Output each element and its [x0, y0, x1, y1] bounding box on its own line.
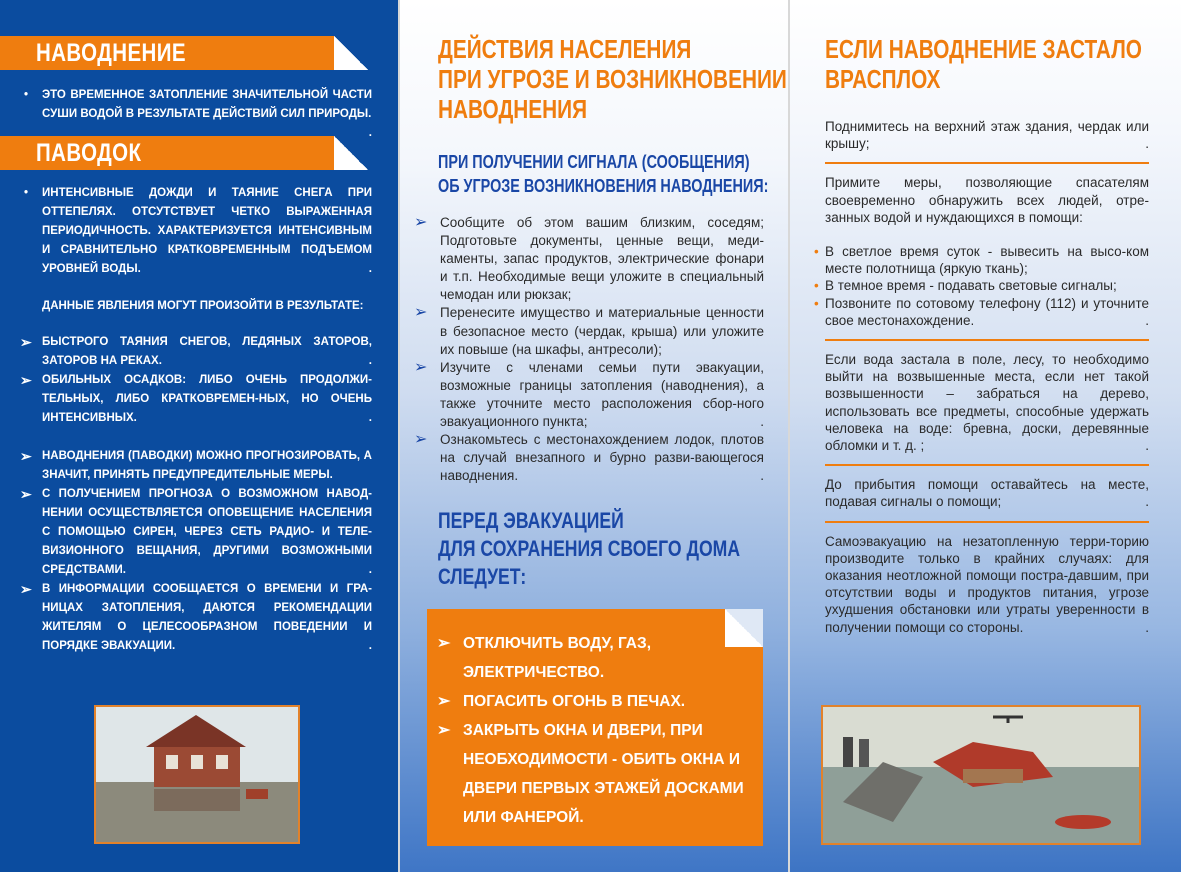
arrow-icon: ➢ — [437, 722, 451, 740]
causes-intro: ДАННЫЕ ЯВЛЕНИЯ МОГУТ ПРОИЗОЙТИ В РЕЗУЛЬТАТЕ: — [42, 300, 364, 312]
flooded-house-photo — [94, 705, 300, 844]
divider — [825, 521, 1149, 523]
divider — [825, 339, 1149, 341]
arrow-icon: ➢ — [20, 448, 32, 464]
signal-item: • Позвоните по сотовому телефону (112) и уточните свое местонахождение. . — [814, 295, 1149, 328]
heading-freshet: ПАВОДОК — [36, 139, 142, 167]
cause-item: ➢ ОБИЛЬНЫХ ОСАДКОВ: ЛИБО ОЧЕНЬ ПРОДОЛЖИ-ТЕЛЬНЫХ, ЛИБО КРАТКОВРЕМЕН-НЫХ, НО ОЧЕНЬ ИНТЕНСИВНЫХ. . — [20, 372, 372, 424]
advice-paragraph: Примите меры, позволяющие спасателям своевременно обнаружить всех людей, отре-занных водой и нуждающихся в помощи: — [825, 175, 1149, 225]
fact-item: ➢ С ПОЛУЧЕНИЕМ ПРОГНОЗА О ВОЗМОЖНОМ НАВОД-НЕНИИ ОСУЩЕСТВЛЯЕТСЯ ОПОВЕЩЕНИЕ НАСЕЛЕНИЯ С ПОМОЩЬЮ СИРЕН, ЧЕРЕЗ СЕТЬ РАДИО- И ТЕЛЕ-ВИЗИОННОГО ВЕЩАНИЯ, ДРУГИМИ ВОЗМОЖНЫМИ СРЕДСТВАМИ. . — [20, 486, 372, 576]
signal-item: • В светлое время суток - вывесить на высо-ком месте полотнища (яркую ткань); — [814, 244, 1149, 277]
folded-corner — [725, 609, 763, 647]
evacuation-box — [427, 609, 763, 846]
arrow-icon: ➢ — [414, 431, 428, 449]
left-panel — [0, 0, 398, 872]
advice-paragraph: Самоэвакуацию на незатопленную терри-торию производите только в крайних случаях: для оказания неотложной помощи постра-давшим, при отсутствии воды и продуктов питания, угрозе ухудшения обстановки или утраты уверенности в получении помощи со стороны. . — [825, 533, 1149, 635]
divider — [825, 162, 1149, 164]
flood-definition: • ЭТО ВРЕМЕННОЕ ЗАТОПЛЕНИЕ ЗНАЧИТЕЛЬНОЙ ЧАСТИ СУШИ ВОДОЙ В РЕЗУЛЬТАТЕ ДЕЙСТВИЙ СИЛ ПРИРОДЫ. . — [24, 89, 372, 139]
arrow-icon: ➢ — [20, 372, 32, 388]
cause-item: ➢ БЫСТРОГО ТАЯНИЯ СНЕГОВ, ЛЕДЯНЫХ ЗАТОРОВ, ЗАТОРОВ НА РЕКАХ. . — [20, 334, 372, 367]
action-item: ➢ Перенесите имущество и материальные ценности в безопасное место (чердак, крыша) или уложите их повыше (на шкафы, антресоли); — [414, 304, 764, 357]
middle-panel — [400, 0, 788, 872]
heading-flood: НАВОДНЕНИЕ — [36, 39, 186, 67]
arrow-icon: ➢ — [20, 334, 32, 350]
advice-paragraph: До прибытия помощи оставайтесь на месте, подавая сигналы о помощи; . — [825, 477, 1149, 510]
flood-rescue-illustration — [821, 705, 1141, 845]
banner-flood — [0, 36, 368, 70]
signal-subtitle: ПРИ ПОЛУЧЕНИИ СИГНАЛА (СООБЩЕНИЯ) ОБ УГРОЗЕ ВОЗНИКНОВЕНИЯ НАВОДНЕНИЯ: — [438, 152, 769, 196]
divider — [825, 464, 1149, 466]
advice-paragraph: Если вода застала в поле, лесу, то необходимо выйти на возвышенные места, если нет такой возвышенности – забраться на дерево, использовать все предметы, способные удержать человека на воде: бревна, доски, деревянные обломки и т. д. ; . — [825, 352, 1149, 454]
arrow-icon: ➢ — [20, 581, 32, 597]
arrow-icon: ➢ — [414, 304, 428, 322]
freshet-definition: • ИНТЕНСИВНЫЕ ДОЖДИ И ТАЯНИЕ СНЕГА ПРИ ОТТЕПЕЛЯХ. ОТСУТСТВУЕТ ЧЕТКО ВЫРАЖЕННАЯ ПЕРИОДИЧНОСТЬ. ХАРАКТЕРИЗУЕТСЯ ИНТЕНСИВНЫМ И СРАВНИТЕЛЬНО КРАТКОВРЕМЕННЫМ ПОДЪЕМОМ УРОВНЕЙ ВОДЫ. . — [24, 187, 372, 275]
arrow-icon: ➢ — [437, 635, 451, 653]
fact-item: ➢ В ИНФОРМАЦИИ СООБЩАЕТСЯ О ВРЕМЕНИ И ГРА-НИЦАХ ЗАТОПЛЕНИЯ, ДАЮТСЯ РЕКОМЕНДАЦИИ ЖИТЕЛЯМ О ЦЕЛЕСООБРАЗНОМ ПОВЕДЕНИИ И ПОРЯДКЕ ЭВАКУАЦИИ. . — [20, 581, 372, 652]
right-panel — [790, 0, 1181, 872]
arrow-icon: ➢ — [20, 486, 32, 502]
arrow-icon: ➢ — [437, 693, 451, 711]
evac-item: ➢ ЗАКРЫТЬ ОКНА И ДВЕРИ, ПРИ НЕОБХОДИМОСТИ - ОБИТЬ ОКНА И ДВЕРИ ПЕРВЫХ ЭТАЖЕЙ ДОСКАМИ ИЛИ ФАНЕРОЙ. — [463, 716, 755, 832]
banner-freshet — [0, 136, 368, 170]
unexpected-flood-title: ЕСЛИ НАВОДНЕНИЕ ЗАСТАЛО ВРАСПЛОХ — [825, 34, 1142, 94]
actions-title: ДЕЙСТВИЯ НАСЕЛЕНИЯ ПРИ УГРОЗЕ И ВОЗНИКНОВЕНИИ НАВОДНЕНИЯ — [438, 34, 787, 124]
signal-item: • В темное время - подавать световые сигналы; — [814, 278, 1117, 294]
arrow-icon: ➢ — [414, 358, 428, 376]
fact-item: ➢ НАВОДНЕНИЯ (ПАВОДКИ) МОЖНО ПРОГНОЗИРОВАТЬ, А ЗНАЧИТ, ПРИНЯТЬ ПРЕДУПРЕДИТЕЛЬНЫЕ МЕРЫ. — [20, 448, 372, 481]
advice-paragraph: Поднимитесь на верхний этаж здания, чердак или крышу; . — [825, 119, 1149, 152]
evacuation-title: ПЕРЕД ЭВАКУАЦИЕЙ ДЛЯ СОХРАНЕНИЯ СВОЕГО ДОМА СЛЕДУЕТ: — [438, 508, 741, 590]
evac-item: ➢ ПОГАСИТЬ ОГОНЬ В ПЕЧАХ. — [463, 687, 755, 716]
action-item: ➢ Ознакомьтесь с местонахождением лодок, плотов на случай внезапного и бурно разви-вающегося наводнения. . — [414, 431, 764, 484]
action-item: ➢ Сообщите об этом вашим близким, соседям; Подготовьте документы, ценные вещи, меди-каменты, запас продуктов, электрические фонари и т.п. Необходимые вещи уложите в специальный чемодан или рюкзак; — [414, 214, 764, 303]
action-item: ➢ Изучите с членами семьи пути эвакуации, возможные границы затопления (наводнения), а также уточните место расположения сбор-ного эвакуационного пункта; . — [414, 358, 764, 430]
evac-item: ➢ ОТКЛЮЧИТЬ ВОДУ, ГАЗ, ЭЛЕКТРИЧЕСТВО. — [463, 629, 693, 687]
arrow-icon: ➢ — [414, 214, 428, 231]
